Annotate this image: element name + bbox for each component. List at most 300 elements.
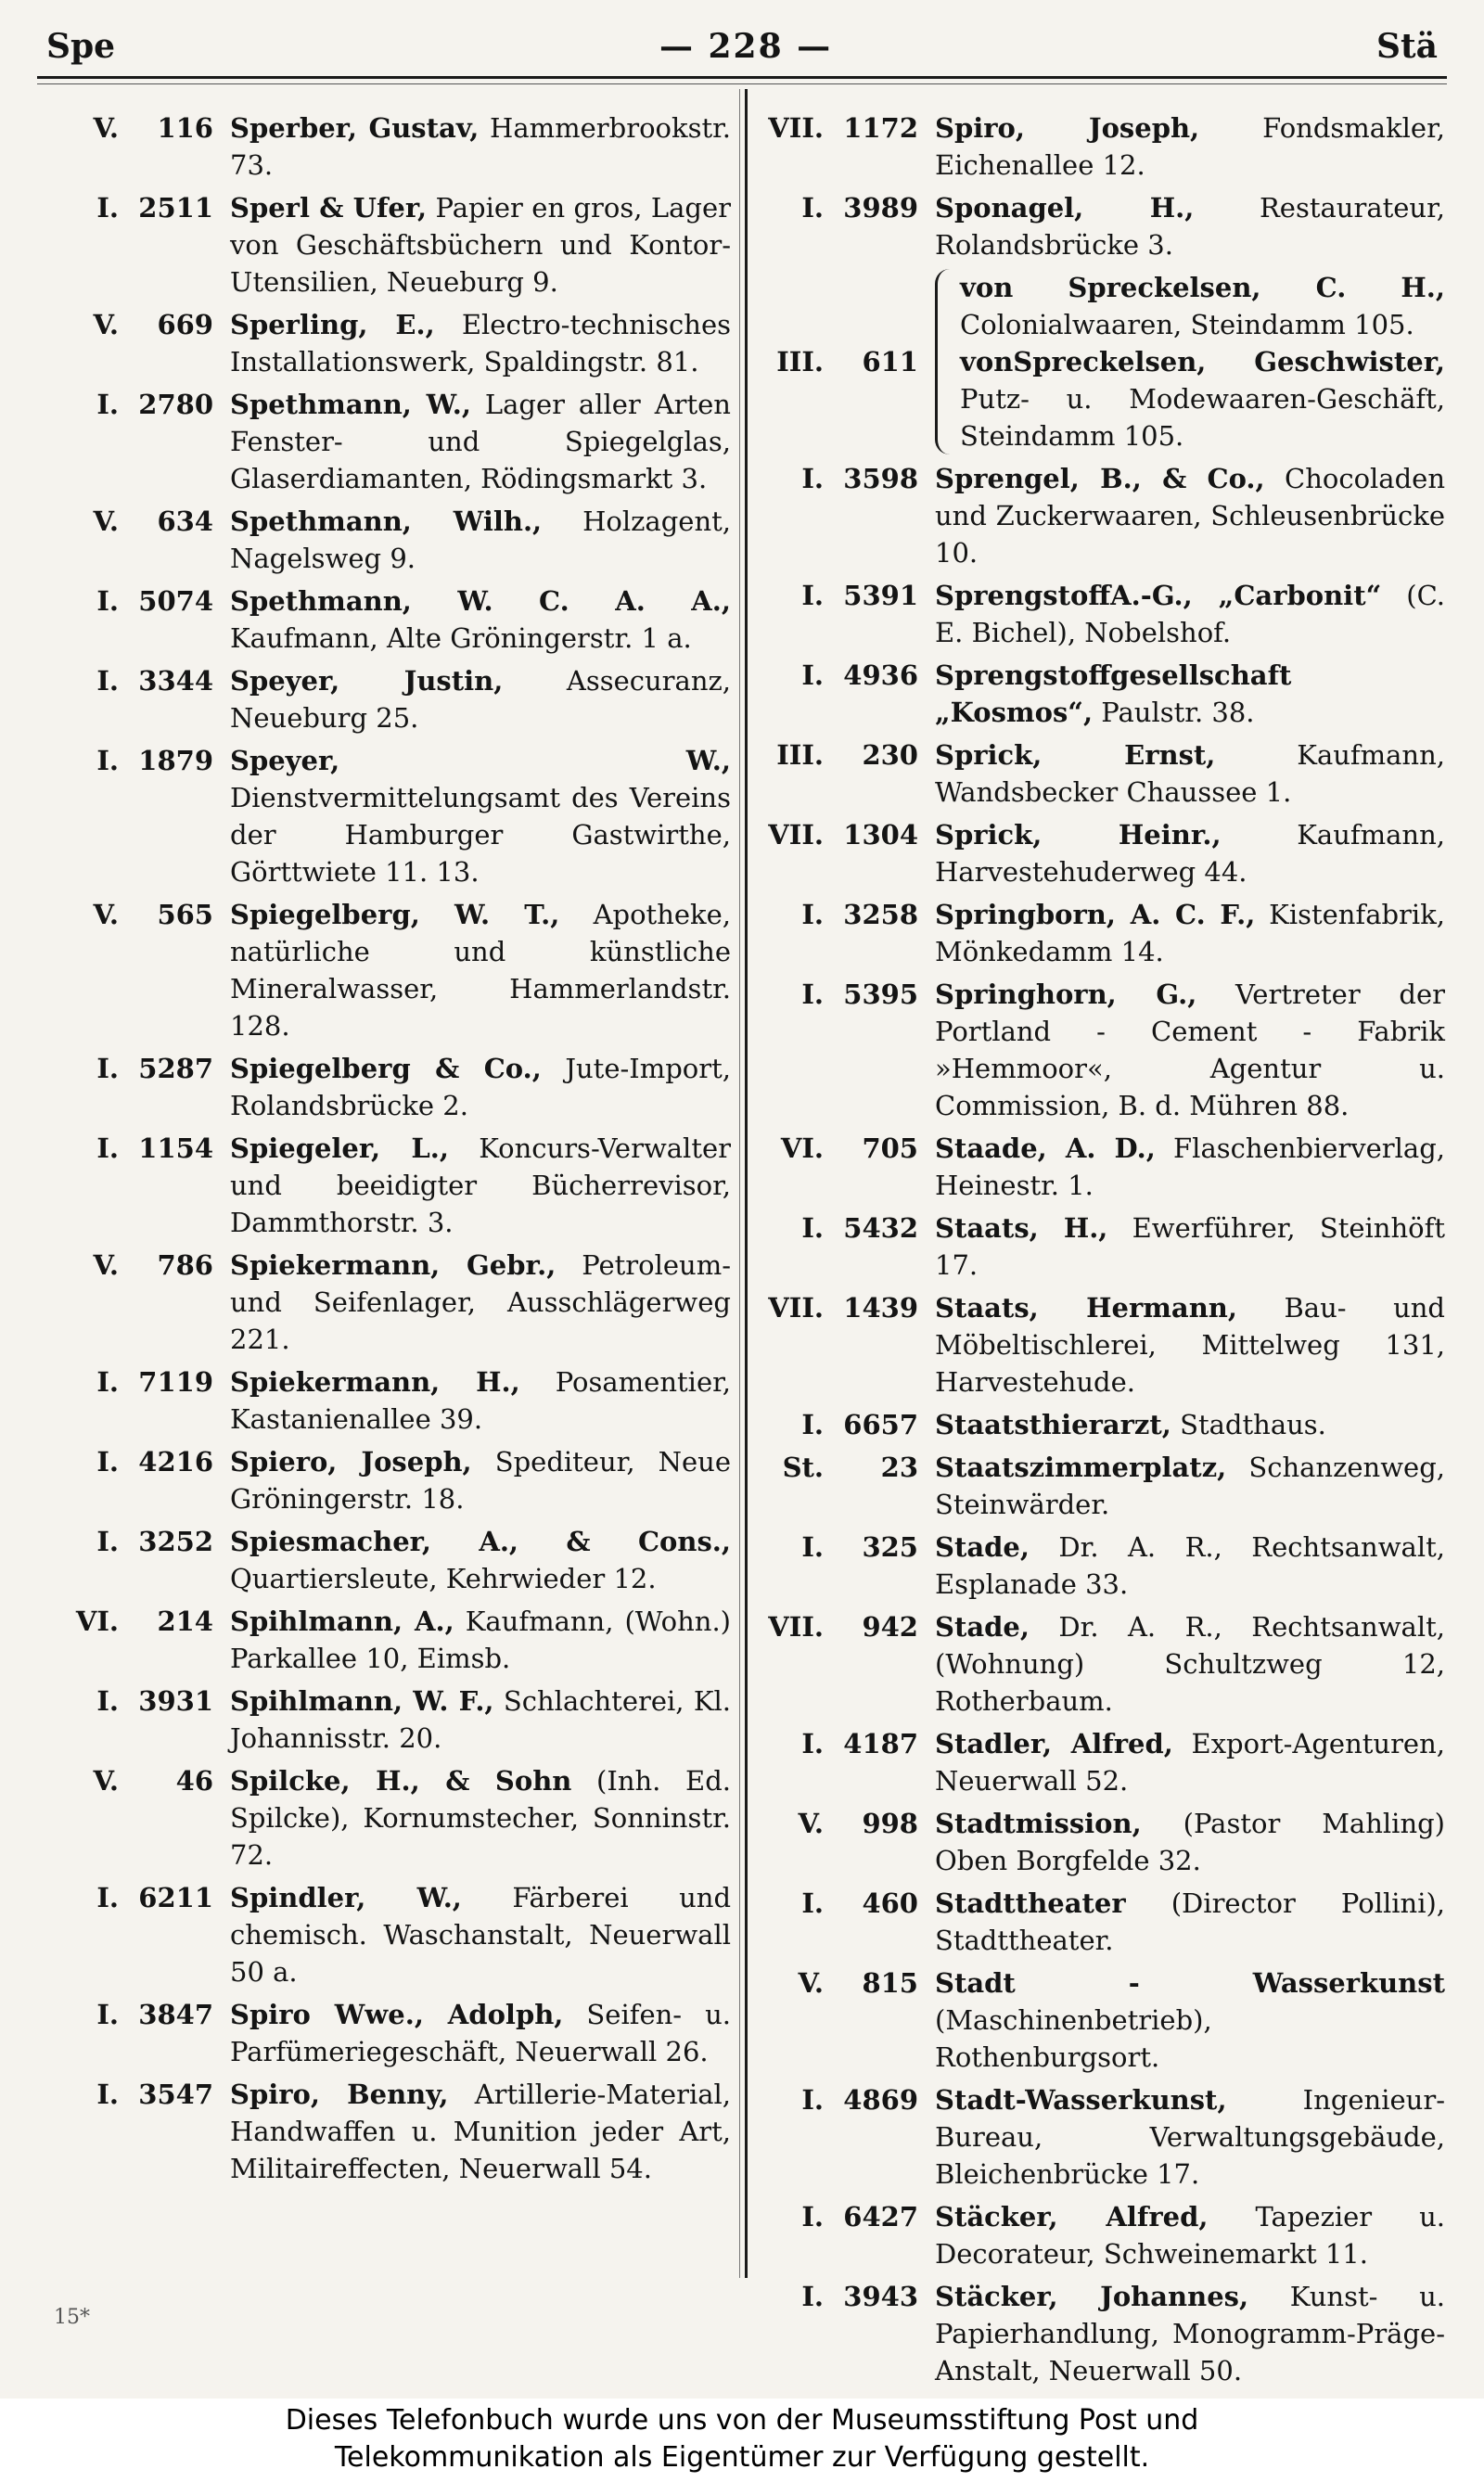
directory-entry: [759, 736, 1445, 811]
entry-phone-number: [759, 976, 935, 1124]
exchange-office: I.: [96, 1999, 119, 2030]
subscriber-details: Holzagent, Nagelsweg 9.: [230, 505, 732, 574]
directory-entry: [759, 896, 1445, 970]
entry-text: [230, 2076, 731, 2187]
line-number: 3547: [138, 2079, 213, 2110]
subscriber-details: Dr. A. R., Rechtsanwalt, (Wohnung) Schultzweg 12, Rotherbaum.: [935, 1611, 1445, 1717]
entry-phone-number: [759, 896, 935, 970]
line-number: 214: [157, 1606, 213, 1637]
header-rule-thin: [37, 83, 1447, 84]
subscriber-details: Electro-technisches Installationswerk, Spaldingstr. 81.: [230, 309, 731, 377]
directory-entry: [759, 109, 1445, 184]
entry-text: [230, 1443, 731, 1517]
line-number: 5432: [843, 1212, 918, 1244]
subscriber-details: Dienstvermittelungsamt des Vereins der Hamburger Gastwirthe, Görttwiete 11. 13.: [230, 782, 731, 888]
entry-text: [230, 742, 731, 890]
entry-phone-number: [54, 386, 230, 497]
line-number: 3258: [843, 899, 918, 930]
exchange-office: I.: [801, 2281, 824, 2312]
entry-text: [935, 1529, 1445, 1603]
line-number: 2511: [138, 192, 213, 224]
exchange-office: I.: [96, 1446, 119, 1478]
line-number: 7119: [138, 1366, 213, 1398]
line-number: 460: [862, 1887, 918, 1919]
entry-text: [935, 1130, 1445, 1204]
entry-text: [935, 109, 1445, 184]
entry-text: [230, 662, 731, 736]
entry-phone-number: [759, 816, 935, 890]
entry-text: [230, 503, 731, 577]
line-number: 4936: [843, 659, 918, 691]
subscriber-name: Sperl & Ufer,: [230, 192, 428, 224]
subscriber-name: Stade,: [935, 1531, 1030, 1563]
subscriber-name: Spethmann, W. C. A. A.,: [230, 585, 731, 617]
header-right-keyword: Stä: [1376, 27, 1438, 66]
subscriber-name: Spilcke, H., & Sohn: [230, 1765, 572, 1797]
subscriber-details: Spediteur, Neue Gröningerstr. 18.: [230, 1446, 731, 1515]
entry-phone-number: [54, 662, 230, 736]
subscriber-details: Ingenieur-Bureau, Verwaltungsgebäude, Bleichenbrücke 17.: [935, 2084, 1445, 2190]
entry-phone-number: [759, 460, 935, 571]
entry-text: [935, 2081, 1445, 2193]
entry-phone-number: [759, 657, 935, 731]
entry-text: [935, 657, 1445, 731]
exchange-office: I.: [801, 192, 824, 224]
header-rule: [37, 76, 1447, 79]
entry-text: [230, 1603, 731, 1677]
entry-text: [960, 343, 1445, 454]
entry-phone-number: [759, 109, 935, 184]
subscriber-details: Petroleum- und Seifenlager, Ausschlägerweg 221.: [230, 1249, 732, 1355]
entry-phone-number: [759, 736, 935, 811]
subscriber-details: Stadthaus.: [1171, 1409, 1326, 1440]
brace-bracket: [935, 269, 954, 454]
subscriber-name: Spiesmacher, A., & Cons.,: [230, 1526, 731, 1557]
directory-entry: [54, 386, 731, 497]
entry-phone-number: [54, 2076, 230, 2187]
column-divider: [745, 89, 748, 2278]
subscriber-name: Stadt-Wasserkunst,: [935, 2084, 1227, 2116]
line-number: 942: [862, 1611, 918, 1643]
directory-entry: [759, 2081, 1445, 2193]
exchange-office: V.: [93, 505, 119, 537]
subscriber-name: Staats, H.,: [935, 1212, 1108, 1244]
subscriber-name: Staatszimmerplatz,: [935, 1452, 1227, 1483]
entry-text: [230, 582, 731, 657]
subscriber-name: Staatsthierarzt,: [935, 1409, 1171, 1440]
entry-text: [230, 1996, 731, 2070]
subscriber-name: vonSpreckelsen, Geschwister,: [960, 346, 1445, 377]
subscriber-name: Spethmann, Wilh.,: [230, 505, 543, 537]
directory-entry: [54, 1443, 731, 1517]
directory-entry: [759, 816, 1445, 890]
directory-entry: [54, 1130, 731, 1241]
directory-entry: [759, 1725, 1445, 1799]
line-number: 3252: [138, 1526, 213, 1557]
entry-phone-number: [54, 503, 230, 577]
exchange-office: I.: [96, 1132, 119, 1164]
directory-entry: [54, 1247, 731, 1358]
exchange-office: I.: [801, 580, 824, 611]
entry-text: [960, 269, 1445, 343]
exchange-office: St.: [782, 1452, 824, 1483]
page-number: — 228 —: [659, 27, 833, 66]
subscriber-details: Colonialwaaren, Steindamm 105.: [960, 309, 1414, 340]
line-number: 3847: [138, 1999, 213, 2030]
grouped-entry: [759, 269, 1445, 454]
line-number: 4869: [843, 2084, 918, 2116]
directory-entry: [759, 1209, 1445, 1284]
directory-entry: [759, 1608, 1445, 1720]
directory-entry: [759, 1406, 1445, 1443]
exchange-office: I.: [96, 1366, 119, 1398]
subscriber-name: Stadtmission,: [935, 1808, 1142, 1839]
line-number: 116: [157, 112, 213, 144]
entry-phone-number: [759, 269, 935, 454]
entry-phone-number: [759, 1130, 935, 1204]
entry-phone-number: [54, 109, 230, 184]
line-number: 325: [862, 1531, 918, 1563]
subscriber-name: von Spreckelsen, C. H.,: [960, 272, 1445, 303]
entry-phone-number: [54, 582, 230, 657]
entry-phone-number: [54, 1130, 230, 1241]
subscriber-details: Paulstr. 38.: [1093, 697, 1255, 728]
subscriber-details: Papier en gros, Lager von Geschäftsbüchern und Kontor-Utensilien, Neueburg 9.: [230, 192, 732, 298]
subscriber-details: Flaschenbierverlag, Heinestr. 1.: [935, 1132, 1446, 1201]
entry-phone-number: [54, 742, 230, 890]
subscriber-name: Stäcker, Johannes,: [935, 2281, 1249, 2312]
entry-phone-number: [759, 1608, 935, 1720]
entry-text: [230, 386, 731, 497]
subscriber-name: Stade,: [935, 1611, 1030, 1643]
exchange-office: VII.: [768, 819, 824, 851]
line-number: 4216: [138, 1446, 213, 1478]
entry-text: [230, 306, 731, 380]
directory-entry: [54, 109, 731, 184]
exchange-office: I.: [96, 1685, 119, 1717]
directory-entry: [54, 742, 731, 890]
directory-entry: [759, 1805, 1445, 1879]
exchange-office: V.: [93, 1765, 119, 1797]
entry-phone-number: [759, 2278, 935, 2389]
entry-phone-number: [759, 1406, 935, 1443]
subscriber-details: Kunst- u. Papierhandlung, Monogramm-Präge-Anstalt, Neuerwall 50.: [935, 2281, 1445, 2386]
directory-entry: [759, 460, 1445, 571]
subscriber-name: Spethmann, W.,: [230, 389, 471, 420]
exchange-office: I.: [801, 1728, 824, 1759]
subscriber-details: Artillerie-Material, Handwaffen u. Munition jeder Art, Militaireffecten, Neuerwall 54.: [230, 2079, 731, 2184]
line-number: 3931: [138, 1685, 213, 1717]
directory-entry: [759, 976, 1445, 1124]
directory-entry: [54, 2076, 731, 2187]
exchange-office: I.: [801, 1409, 824, 1440]
exchange-office: I.: [801, 1531, 824, 1563]
directory-entry: [759, 1130, 1445, 1204]
exchange-office: I.: [801, 463, 824, 494]
line-number: 815: [862, 1967, 918, 1999]
entry-text: [935, 736, 1445, 811]
entry-phone-number: [759, 1529, 935, 1603]
line-number: 23: [880, 1452, 918, 1483]
subscriber-details: Chocoladen und Zuckerwaaren, Schleusenbrücke 10.: [935, 463, 1445, 569]
directory-entry: [54, 1363, 731, 1438]
directory-entry: [759, 657, 1445, 731]
line-number: 1172: [843, 112, 918, 144]
subscriber-name: Speyer, Justin,: [230, 665, 504, 697]
entry-text: [230, 109, 731, 184]
entry-phone-number: [759, 1964, 935, 2076]
line-number: 5391: [843, 580, 918, 611]
subscriber-details: Bau- und Möbeltischlerei, Mittelweg 131, Harvestehude.: [935, 1292, 1445, 1398]
line-number: 786: [157, 1249, 213, 1281]
exchange-office: VII.: [768, 1611, 824, 1643]
subscriber-details: Ewerführer, Steinhöft 17.: [935, 1212, 1445, 1281]
subscriber-details: (Inh. Ed. Spilcke), Kornumstecher, Sonninstr. 72.: [230, 1765, 731, 1871]
line-number: 998: [862, 1808, 918, 1839]
subscriber-details: Koncurs-Verwalter und beeidigter Bücherrevisor, Dammthorstr. 3.: [230, 1132, 732, 1238]
directory-entry: [759, 1964, 1445, 2076]
subscriber-details: Kaufmann, Alte Gröningerstr. 1 a.: [230, 622, 692, 654]
subscriber-details: Putz- u. Modewaaren-Geschäft, Steindamm 105.: [960, 383, 1445, 452]
left-column: [54, 109, 731, 2284]
line-number: 634: [157, 505, 213, 537]
subscriber-details: Quartiersleute, Kehrwieder 12.: [230, 1563, 657, 1594]
entry-text: [935, 1449, 1445, 1523]
subscriber-name: Stadt - Wasserkunst: [935, 1967, 1445, 1999]
directory-entry: [759, 1289, 1445, 1401]
directory-entry: [759, 1885, 1445, 1959]
subscriber-details: (C. E. Bichel), Nobelshof.: [935, 580, 1445, 648]
subscriber-name: Spiro Wwe., Adolph,: [230, 1999, 564, 2030]
exchange-office: V.: [798, 1808, 824, 1839]
line-number: 705: [862, 1132, 918, 1164]
entry-text: [230, 1130, 731, 1241]
right-column: [759, 109, 1446, 2386]
entry-text: [935, 816, 1445, 890]
entry-text: [935, 2278, 1445, 2389]
entry-phone-number: [759, 1449, 935, 1523]
subscriber-details: Schanzenweg, Steinwärder.: [935, 1452, 1445, 1520]
line-number: 1154: [138, 1132, 213, 1164]
subscriber-details: Kaufmann, Harvestehuderweg 44.: [935, 819, 1445, 888]
exchange-office: III.: [776, 739, 824, 771]
directory-entry: [54, 189, 731, 301]
entry-text: [935, 1885, 1445, 1959]
subscriber-name: Spindler, W.,: [230, 1882, 462, 1913]
subscriber-details: Assecuranz, Neueburg 25.: [230, 665, 731, 734]
exchange-office: I.: [96, 1053, 119, 1084]
grouped-items: [960, 269, 1445, 454]
exchange-office: I.: [801, 1212, 824, 1244]
subscriber-name: Sprick, Heinr.,: [935, 819, 1222, 851]
directory-entry: [54, 662, 731, 736]
exchange-office: I.: [96, 585, 119, 617]
footer-line-1: Dieses Telefonbuch wurde uns von der Museumsstiftung Post und: [285, 2404, 1199, 2437]
subscriber-details: Kaufmann, Wandsbecker Chaussee 1.: [935, 739, 1445, 808]
exchange-office: VI.: [75, 1606, 119, 1637]
subscriber-name: Springborn, A. C. F.,: [935, 899, 1256, 930]
entry-phone-number: [54, 1523, 230, 1597]
entry-phone-number: [54, 1363, 230, 1438]
subscriber-name: Spiegelberg, W. T.,: [230, 899, 560, 930]
subscriber-name: Sperling, E.,: [230, 309, 435, 340]
subscriber-name: Stadler, Alfred,: [935, 1728, 1173, 1759]
directory-entry: [759, 189, 1445, 263]
line-number: 4187: [843, 1728, 918, 1759]
exchange-office: I.: [96, 389, 119, 420]
entry-phone-number: [759, 1289, 935, 1401]
exchange-office: I.: [96, 1526, 119, 1557]
subscriber-name: Spihlmann, A.,: [230, 1606, 454, 1637]
footer-line-2: Telekommunikation als Eigentümer zur Verfügung gestellt.: [334, 2441, 1150, 2474]
exchange-office: I.: [801, 979, 824, 1010]
exchange-office: V.: [93, 112, 119, 144]
entry-text: [230, 1523, 731, 1597]
line-number: 565: [157, 899, 213, 930]
print-mark: 15*: [54, 2306, 90, 2329]
exchange-office: I.: [801, 2201, 824, 2233]
line-number: 3344: [138, 665, 213, 697]
subscriber-details: Seifen- u. Parfümeriegeschäft, Neuerwall 26.: [230, 1999, 731, 2067]
subscriber-name: Spihlmann, W. F.,: [230, 1685, 494, 1717]
line-number: 1304: [843, 819, 918, 851]
exchange-office: I.: [801, 659, 824, 691]
entry-phone-number: [759, 1885, 935, 1959]
exchange-office: VII.: [768, 1292, 824, 1324]
directory-entry: [54, 1603, 731, 1677]
subscriber-details: (Director Pollini), Stadttheater.: [935, 1887, 1445, 1956]
subscriber-name: Spiekermann, H.,: [230, 1366, 520, 1398]
entry-text: [935, 460, 1445, 571]
entry-text: [935, 1964, 1445, 2076]
subscriber-name: Stäcker, Alfred,: [935, 2201, 1209, 2233]
entry-phone-number: [759, 189, 935, 263]
exchange-office: I.: [96, 665, 119, 697]
subscriber-details: Kaufmann, (Wohn.) Parkallee 10, Eimsb.: [230, 1606, 731, 1674]
entry-text: [935, 1725, 1445, 1799]
directory-entry: [54, 1682, 731, 1757]
line-number: 46: [175, 1765, 213, 1797]
exchange-office: I.: [801, 1887, 824, 1919]
exchange-office: I.: [801, 2084, 824, 2116]
entry-phone-number: [54, 1603, 230, 1677]
directory-entry: [759, 1529, 1445, 1603]
entry-phone-number: [54, 1996, 230, 2070]
entry-phone-number: [54, 1443, 230, 1517]
subscriber-details: Apotheke, natürliche und künstliche Mineralwasser, Hammerlandstr. 128.: [230, 899, 732, 1042]
column-divider-thin: [739, 89, 740, 2278]
exchange-office: III.: [776, 346, 824, 377]
entry-phone-number: [759, 1725, 935, 1799]
entry-text: [935, 1406, 1445, 1443]
subscriber-name: Speyer, W.,: [230, 745, 731, 776]
exchange-office: I.: [96, 192, 119, 224]
subscriber-details: Posamentier, Kastanienallee 39.: [230, 1366, 731, 1435]
directory-entry: [759, 577, 1445, 651]
exchange-office: VI.: [780, 1132, 824, 1164]
line-number: 6427: [843, 2201, 918, 2233]
directory-entry: [54, 1996, 731, 2070]
subscriber-name: Spiegelberg & Co.,: [230, 1053, 542, 1084]
entry-text: [935, 2198, 1445, 2272]
subscriber-name: Sponagel, H.,: [935, 192, 1195, 224]
directory-entry: [759, 1449, 1445, 1523]
subscriber-name: Sprengstoffgesellschaft „Kosmos“,: [935, 659, 1292, 728]
line-number: 5395: [843, 979, 918, 1010]
entry-text: [230, 1762, 731, 1874]
entry-text: [935, 189, 1445, 263]
subscriber-name: Sperber, Gustav,: [230, 112, 480, 144]
entry-text: [935, 1608, 1445, 1720]
subscriber-details: (Pastor Mahling) Oben Borgfelde 32.: [935, 1808, 1445, 1876]
entry-phone-number: [54, 1247, 230, 1358]
entry-phone-number: [759, 1805, 935, 1879]
line-number: 5074: [138, 585, 213, 617]
exchange-office: I.: [96, 745, 119, 776]
entry-phone-number: [54, 1050, 230, 1124]
line-number: 1439: [843, 1292, 918, 1324]
entry-phone-number: [759, 1209, 935, 1284]
line-number: 3943: [843, 2281, 918, 2312]
exchange-office: I.: [96, 2079, 119, 2110]
subscriber-details: Export-Agenturen, Neuerwall 52.: [935, 1728, 1445, 1797]
entry-text: [935, 896, 1445, 970]
subscriber-name: Staade, A. D.,: [935, 1132, 1156, 1164]
subscriber-details: Tapezier u. Decorateur, Schweinemarkt 11.: [935, 2201, 1445, 2270]
entry-phone-number: [54, 1682, 230, 1757]
page-header: [46, 20, 1438, 72]
subscriber-name: Spiro, Joseph,: [935, 112, 1200, 144]
subscriber-name: Spiero, Joseph,: [230, 1446, 472, 1478]
subscriber-details: Fondsmakler, Eichenallee 12.: [935, 112, 1445, 181]
subscriber-name: Spiegeler, L.,: [230, 1132, 449, 1164]
exchange-office: V.: [798, 1967, 824, 1999]
entry-text: [230, 1363, 731, 1438]
directory-entry: [54, 1762, 731, 1874]
exchange-office: V.: [93, 1249, 119, 1281]
entry-text: [935, 577, 1445, 651]
entry-phone-number: [54, 1762, 230, 1874]
subscriber-name: Sprick, Ernst,: [935, 739, 1216, 771]
subscriber-details: Lager aller Arten Fenster- und Spiegelglas, Glaserdiamanten, Rödingsmarkt 3.: [230, 389, 731, 494]
line-number: 230: [862, 739, 918, 771]
footer-notice: [0, 2399, 1484, 2482]
entry-phone-number: [759, 2081, 935, 2193]
entry-text: [230, 1050, 731, 1124]
exchange-office: I.: [96, 1882, 119, 1913]
line-number: 611: [862, 346, 918, 377]
subscriber-name: SprengstoffA.-G., „Carbonit“: [935, 580, 1382, 611]
line-number: 3598: [843, 463, 918, 494]
entry-text: [230, 1247, 731, 1358]
subscriber-name: Spiekermann, Gebr.,: [230, 1249, 556, 1281]
subscriber-name: Spiro, Benny,: [230, 2079, 449, 2110]
entry-phone-number: [54, 189, 230, 301]
entry-phone-number: [54, 1879, 230, 1990]
subscriber-details: Restaurateur, Rolandsbrücke 3.: [935, 192, 1446, 261]
line-number: 669: [157, 309, 213, 340]
subscriber-name: Staats, Hermann,: [935, 1292, 1237, 1324]
entry-phone-number: [54, 896, 230, 1044]
entry-text: [230, 1682, 731, 1757]
subscriber-details: Kistenfabrik, Mönkedamm 14.: [935, 899, 1445, 967]
subscriber-name: Springhorn, G.,: [935, 979, 1197, 1010]
subscriber-name: Sprengel, B., & Co.,: [935, 463, 1265, 494]
entry-phone-number: [54, 306, 230, 380]
exchange-office: I.: [801, 899, 824, 930]
line-number: 5287: [138, 1053, 213, 1084]
directory-entry: [759, 2198, 1445, 2272]
